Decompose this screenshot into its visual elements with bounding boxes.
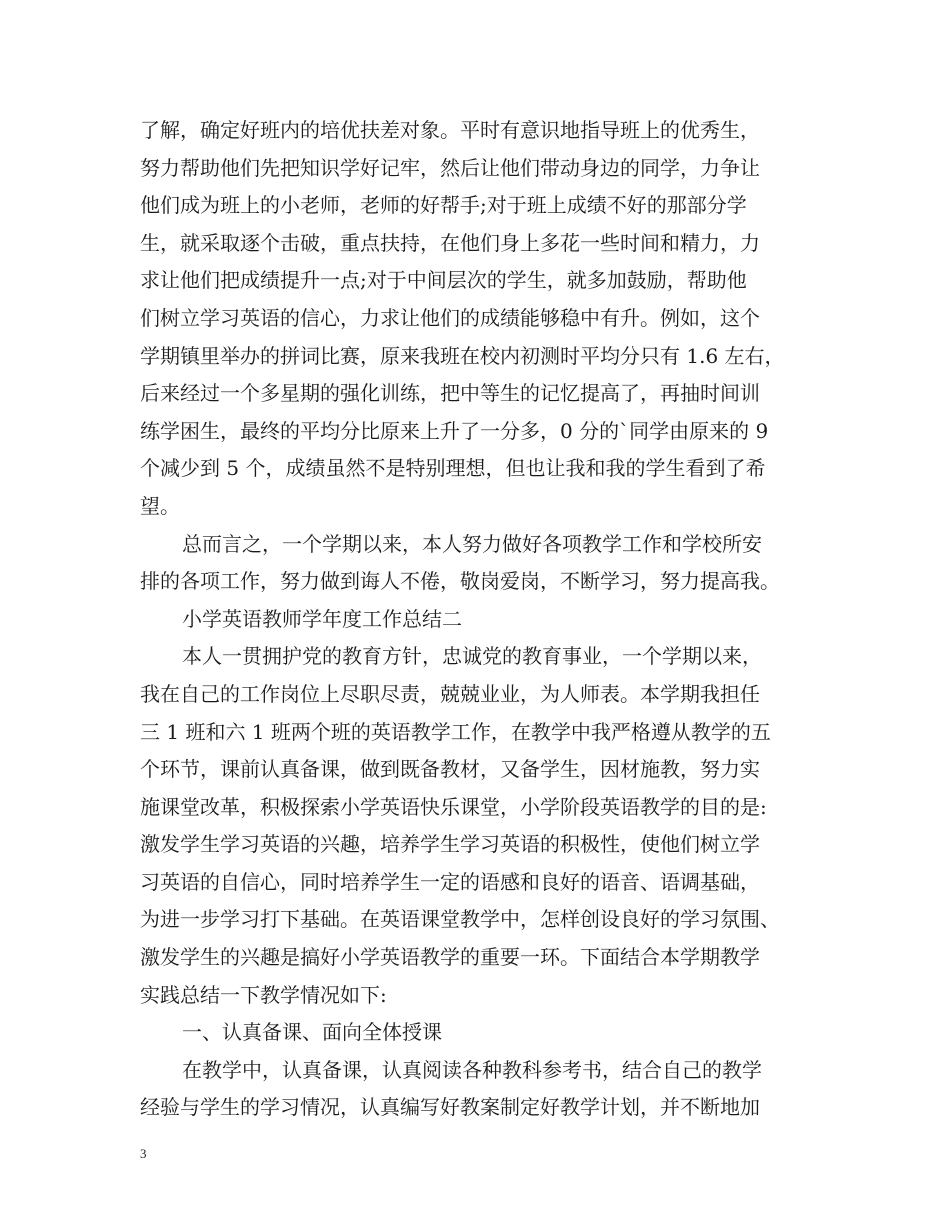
text-line: 本人一贯拥护党的教育方针，忠诚党的教育事业，一个学期以来， — [182, 644, 762, 669]
text-line: 学期镇里举办的拼词比赛，原来我班在校内初测时平均分只有 1.6 左右， — [140, 343, 785, 368]
text-line: 个环节，课前认真备课，做到既备教材，又备学生，因材施教，努力实 — [140, 757, 760, 782]
text-line: 在教学中，认真备课，认真阅读各种教科参考书，结合自己的教学 — [182, 1057, 762, 1082]
text-line: 习英语的自信心，同时培养学生一定的语感和良好的语音、语调基础， — [140, 869, 760, 894]
text-line: 练学困生，最终的平均分比原来上升了一分多，0 分的`同学由原来的 9 — [140, 418, 769, 443]
text-line: 生，就采取逐个击破，重点扶持，在他们身上多花一些时间和精力，力 — [140, 230, 760, 255]
text-line: 个减少到 5 个，成绩虽然不是特别理想，但也让我和我的学生看到了希 — [140, 456, 766, 481]
text-line: 我在自己的工作岗位上尽职尽责，兢兢业业，为人师表。本学期我担任 — [140, 681, 760, 706]
text-line: 了解，确定好班内的培优扶差对象。平时有意识地指导班上的优秀生， — [140, 118, 760, 142]
text-line: 小学英语教师学年度工作总结二 — [182, 606, 462, 631]
text-line: 们树立学习英语的信心，力求让他们的成绩能够稳中有升。例如，这个 — [140, 305, 760, 330]
text-line: 排的各项工作，努力做到诲人不倦，敬岗爱岗，不断学习，努力提高我。 — [140, 569, 780, 594]
text-line: 后来经过一个多星期的强化训练，把中等生的记忆提高了，再抽时间训 — [140, 381, 760, 406]
text-line: 一、认真备课、面向全体授课 — [182, 1020, 442, 1045]
text-line: 为进一步学习打下基础。在英语课堂教学中，怎样创设良好的学习氛围、 — [140, 907, 780, 932]
text-line: 总而言之，一个学期以来，本人努力做好各项教学工作和学校所安 — [182, 531, 762, 556]
text-line: 他们成为班上的小老师，老师的好帮手;对于班上成绩不好的那部分学 — [140, 193, 747, 218]
text-line: 施课堂改革，积极探索小学英语快乐课堂，小学阶段英语教学的目的是: — [140, 794, 767, 819]
document-body — [140, 112, 820, 1127]
text-line: 经验与学生的学习情况，认真编写好教案制定好教学计划，并不断地加 — [140, 1095, 760, 1120]
text-line: 实践总结一下教学情况如下: — [140, 982, 387, 1007]
page-number: 3 — [140, 1146, 147, 1161]
text-line: 努力帮助他们先把知识学好记牢，然后让他们带动身边的同学，力争让 — [140, 155, 760, 180]
text-line: 望。 — [140, 493, 180, 518]
text-line: 三 1 班和六 1 班两个班的英语教学工作，在教学中我严格遵从教学的五 — [140, 719, 771, 744]
text-line: 激发学生学习英语的兴趣，培养学生学习英语的积极性，使他们树立学 — [140, 832, 760, 857]
text-line: 求让他们把成绩提升一点;对于中间层次的学生，就多加鼓励，帮助他 — [140, 268, 747, 293]
text-line: 激发学生的兴趣是搞好小学英语教学的重要一环。下面结合本学期教学 — [140, 945, 760, 970]
